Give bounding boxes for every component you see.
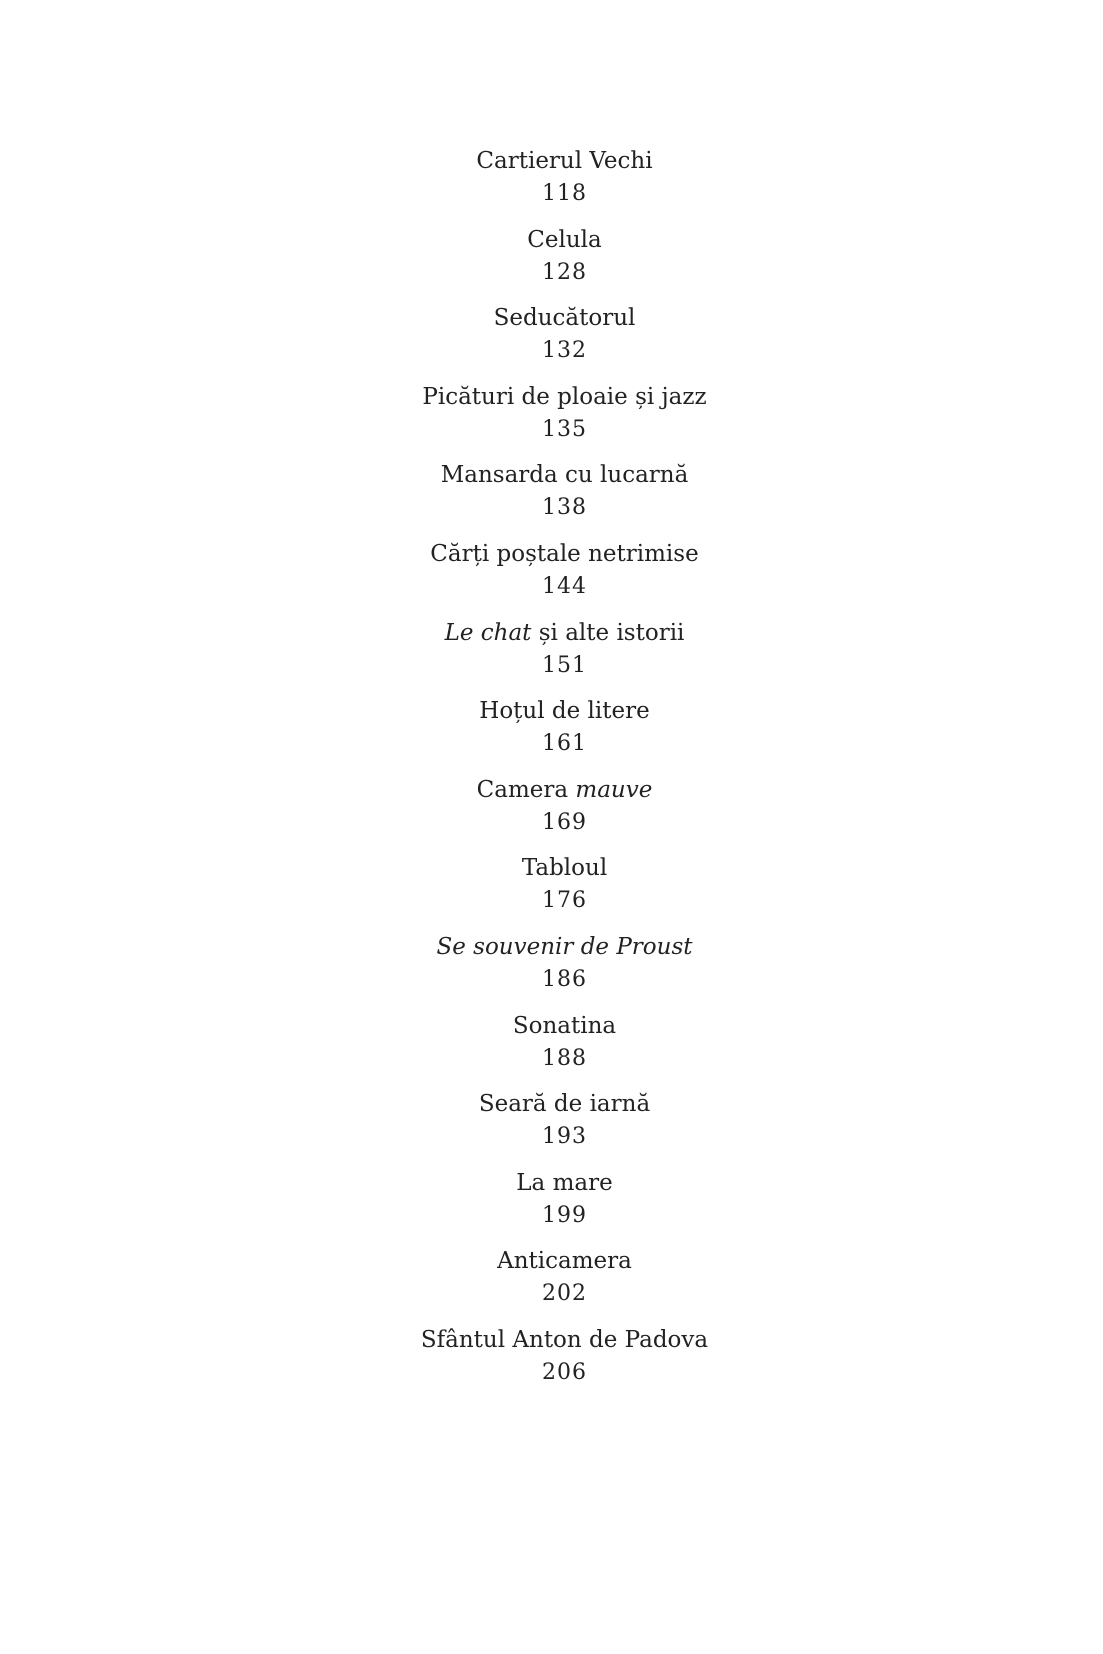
toc-entry-page-number: 144 (542, 573, 587, 599)
toc-entry-page-number: 186 (542, 966, 587, 992)
toc-entry (0, 382, 1103, 461)
toc-title-segment: Hoțul de litere (479, 698, 650, 725)
toc-entry-title (26, 146, 1103, 176)
toc-entry-page-number: 176 (542, 888, 587, 914)
toc-entry-page-number: 138 (542, 495, 587, 521)
toc-entry (0, 1011, 1103, 1090)
toc-entry-title (26, 1011, 1103, 1041)
toc-title-segment: și alte istorii (531, 619, 685, 646)
toc-title-segment: Seară de iarnă (478, 1091, 651, 1118)
toc-entry-title (26, 853, 1103, 883)
toc-entry (0, 460, 1103, 539)
toc-entry-page-number: 202 (542, 1281, 587, 1307)
toc-entry-title (26, 1246, 1103, 1276)
toc-title-segment: Picături de ploaie și jazz (422, 383, 707, 410)
toc-entry (0, 696, 1103, 775)
toc-title-segment: La mare (516, 1169, 613, 1196)
toc-title-segment: Cartierul Vechi (476, 148, 653, 174)
toc-entry (0, 853, 1103, 932)
toc-entry-page-number: 199 (542, 1202, 587, 1228)
toc-title-segment: Anticamera (497, 1248, 632, 1275)
toc-entry-page-number: 118 (542, 181, 587, 206)
toc-entry-page-number: 193 (542, 1124, 587, 1150)
toc-entry (0, 225, 1103, 304)
toc-entry-title (26, 303, 1103, 333)
toc-entry (0, 1168, 1103, 1247)
toc-entry-page-number: 132 (542, 338, 587, 364)
toc-title-segment: Celula (527, 226, 602, 253)
toc-entry (0, 932, 1103, 1011)
toc-entry-title (26, 1168, 1103, 1198)
toc-entry-title (26, 539, 1103, 569)
toc-title-segment: Mansarda cu lucarnă (440, 462, 689, 489)
toc-entry (0, 618, 1103, 697)
toc-title-segment-italic: Se souvenir de Proust (436, 933, 693, 960)
toc-entry-page-number: 151 (542, 652, 587, 678)
toc-entry-page-number: 128 (542, 259, 587, 285)
table-of-contents (0, 146, 1103, 1404)
toc-entry-title (26, 1089, 1103, 1119)
toc-title-segment: Sfântul Anton de Padova (420, 1326, 709, 1353)
toc-entry (0, 1246, 1103, 1325)
toc-title-segment-italic: Le chat (444, 619, 532, 646)
toc-title-segment: Sonatina (512, 1012, 617, 1039)
toc-entry-title (26, 460, 1103, 490)
toc-title-segment-italic: mauve (575, 776, 653, 803)
toc-title-segment: Camera (476, 776, 576, 803)
toc-entry-title (26, 932, 1103, 962)
toc-entry-title (26, 618, 1103, 648)
toc-entry-title (26, 1325, 1103, 1355)
toc-entry (0, 539, 1103, 618)
toc-entry-page-number: 169 (542, 809, 587, 835)
toc-title-segment: Cărți poștale netrimise (430, 540, 699, 567)
toc-entry (0, 303, 1103, 382)
toc-entry-page-number: 161 (542, 731, 587, 757)
toc-title-segment: Tabloul (521, 855, 608, 882)
toc-entry-page-number: 135 (542, 416, 587, 442)
toc-entry-title (26, 382, 1103, 412)
toc-entry (0, 1325, 1103, 1404)
toc-entry-page-number: 206 (542, 1359, 587, 1385)
toc-entry (0, 1089, 1103, 1168)
toc-entry (0, 775, 1103, 854)
toc-entry-title (26, 696, 1103, 726)
toc-entry-title (26, 775, 1103, 805)
toc-entry-page-number: 188 (542, 1045, 587, 1071)
toc-title-segment: Seducătorul (493, 305, 636, 332)
toc-entry-title (26, 225, 1103, 255)
toc-entry (0, 146, 1103, 225)
